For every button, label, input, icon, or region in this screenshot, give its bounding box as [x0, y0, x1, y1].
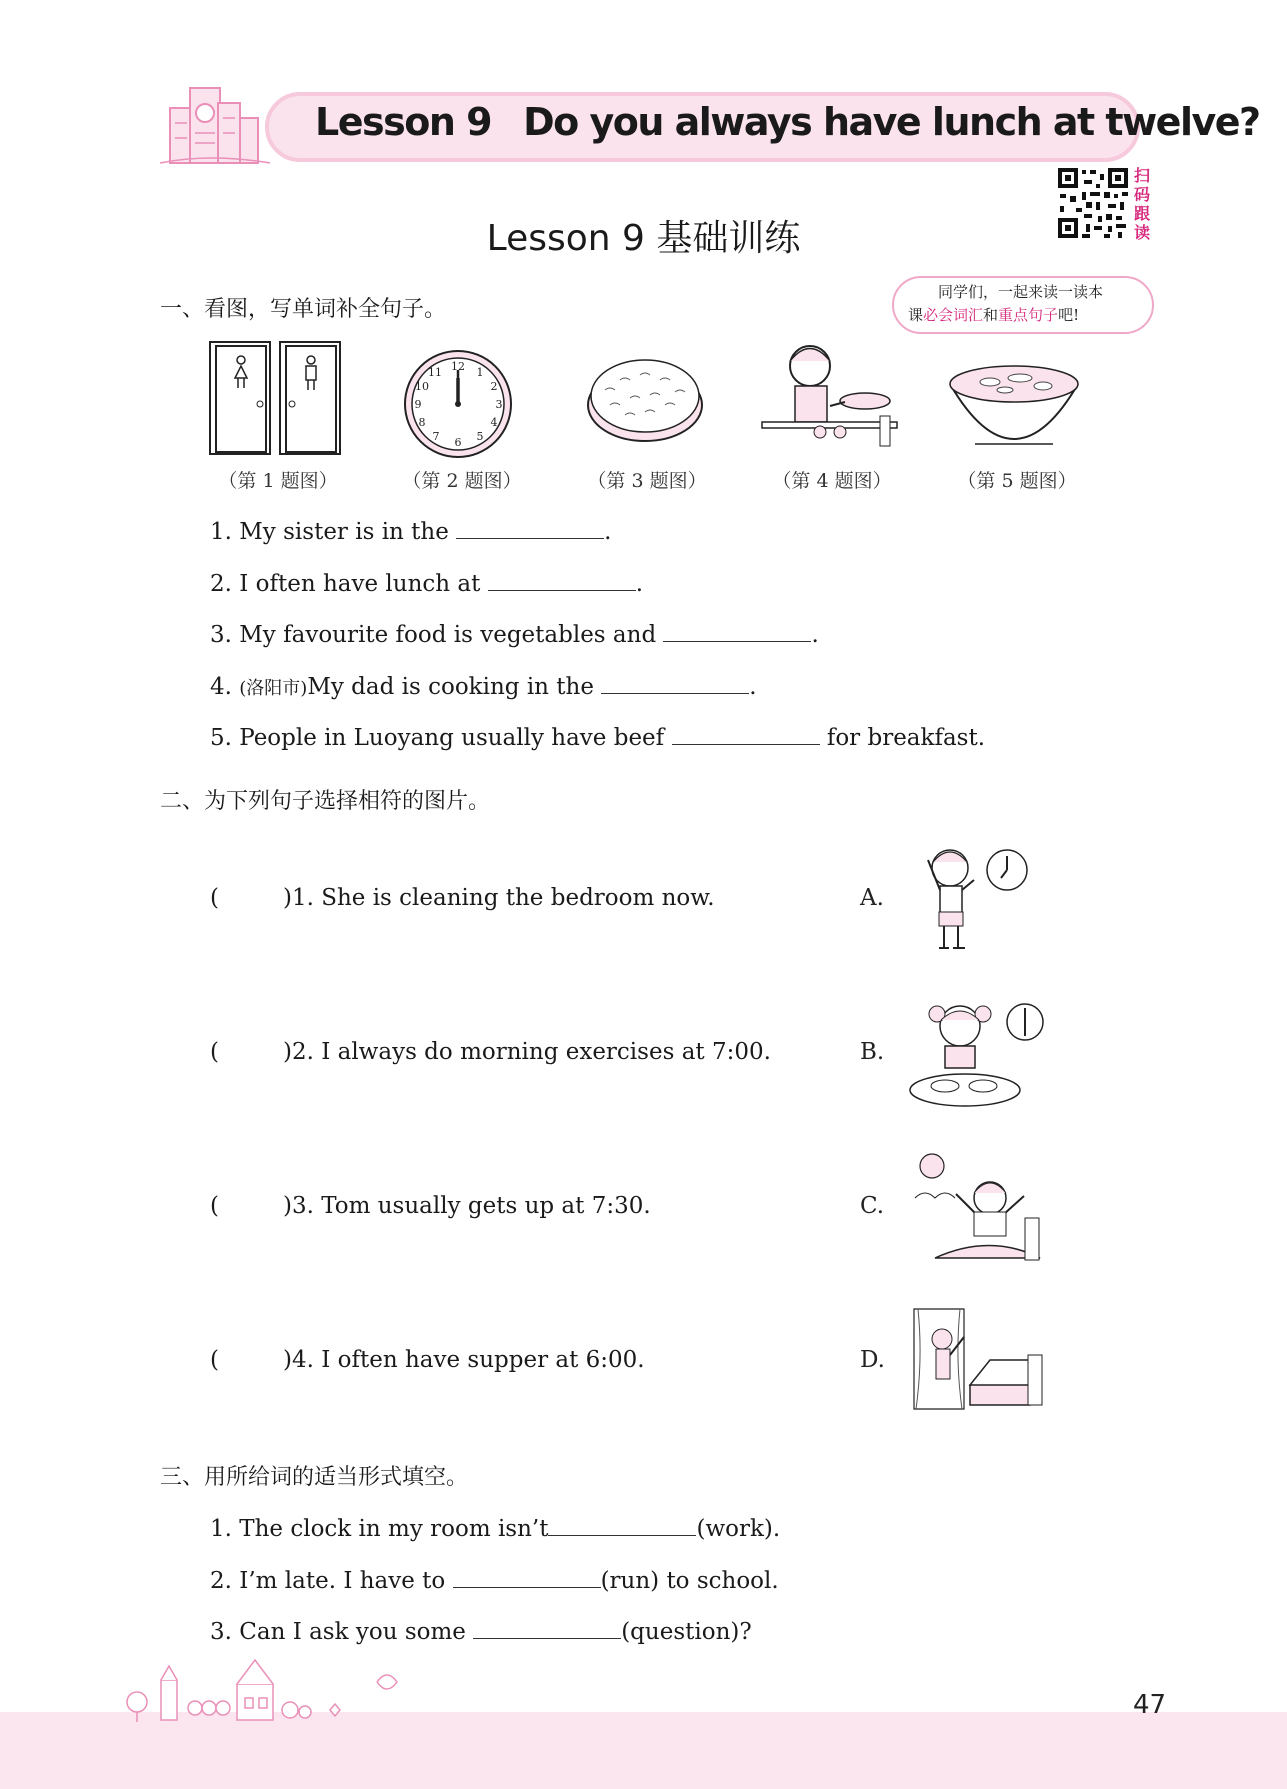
s2-item-4[interactable]: ( )4. I often have supper at 6:00.: [210, 1347, 645, 1373]
svg-text:10: 10: [415, 380, 429, 393]
s2-item-3[interactable]: ( )3. Tom usually gets up at 7:30.: [210, 1193, 651, 1219]
clock-twelve-picture-icon: [402, 348, 514, 460]
page-number: 47: [1133, 1690, 1167, 1720]
option-a-label: A.: [860, 885, 884, 911]
option-b-label: B.: [860, 1039, 885, 1065]
qr-label: 扫码跟读: [1134, 166, 1151, 242]
s1-item-3: 3. My favourite food is vegetables and .: [210, 619, 819, 648]
section3-title: 三、用所给词的适当形式填空。: [160, 1465, 469, 1490]
svg-text:1: 1: [476, 366, 484, 379]
doors-picture-icon: [208, 340, 346, 456]
svg-text:7: 7: [432, 430, 440, 443]
option-c-label: C.: [860, 1193, 885, 1219]
s1-blank-1[interactable]: [456, 516, 604, 539]
s1-blank-4[interactable]: [601, 671, 749, 694]
svg-text:11: 11: [428, 366, 442, 379]
s1-item-2: 2. I often have lunch at .: [210, 568, 643, 597]
footer-band: [0, 1712, 1287, 1789]
header-title-text: Do you always have lunch at twelve?: [523, 100, 1260, 144]
caption-3: （第 3 题图）: [587, 470, 707, 492]
s1-item-1: 1. My sister is in the .: [210, 516, 611, 545]
cooking-dad-picture-icon: [760, 336, 900, 454]
s1-item-4: 4. (洛阳市)My dad is cooking in the .: [210, 671, 757, 700]
supper-girl-picture-icon: [905, 994, 1045, 1114]
section2-title: 二、为下列句子选择相符的图片。: [160, 789, 491, 814]
caption-2: （第 2 题图）: [402, 470, 522, 492]
caption-4: （第 4 题图）: [772, 470, 892, 492]
caption-5: （第 5 题图）: [957, 470, 1077, 492]
svg-text:5: 5: [476, 430, 484, 443]
exercise-boy-picture-icon: [915, 840, 1035, 960]
svg-text:4: 4: [490, 416, 498, 429]
s3-item-3: 3. Can I ask you some (question)?: [210, 1616, 752, 1645]
s3-blank-3[interactable]: [473, 1616, 621, 1639]
beef-soup-picture-icon: [945, 362, 1083, 448]
svg-text:9: 9: [414, 398, 422, 411]
buildings-illustration-icon: [155, 68, 275, 168]
s2-item-2[interactable]: ( )2. I always do morning exercises at 7:00.: [210, 1039, 771, 1065]
svg-text:3: 3: [495, 398, 503, 411]
s1-blank-3[interactable]: [663, 619, 811, 642]
s3-item-1: 1. The clock in my room isn’t (work).: [210, 1513, 780, 1542]
cleaning-bedroom-picture-icon: [910, 1305, 1050, 1420]
s3-blank-1[interactable]: [548, 1513, 696, 1536]
svg-text:12: 12: [451, 360, 465, 373]
lesson-header-title: [315, 100, 1260, 144]
page-heading: Lesson 9 基础训练: [486, 218, 801, 259]
bubble-line2: 课必会词汇和重点句子吧!: [908, 306, 1080, 324]
option-d-label: D.: [860, 1347, 885, 1373]
speech-bubble: [892, 276, 1154, 334]
getting-up-picture-icon: [910, 1148, 1045, 1268]
flower-decoration-icon: [375, 1672, 399, 1692]
svg-text:8: 8: [418, 416, 426, 429]
bubble-line1: 同学们，一起来读一读本: [938, 283, 1104, 301]
s1-item-5: 5. People in Luoyang usually have beef for breakfast.: [210, 722, 985, 751]
s1-blank-2[interactable]: [488, 568, 636, 591]
s1-blank-5[interactable]: [672, 722, 820, 745]
rice-bowl-picture-icon: [585, 350, 705, 445]
s2-item-1[interactable]: ( )1. She is cleaning the bedroom now.: [210, 885, 715, 911]
svg-text:6: 6: [454, 436, 462, 449]
header-lesson: Lesson 9: [315, 100, 492, 144]
section1-title: 一、看图，写单词补全句子。: [160, 297, 447, 322]
town-decoration-icon: [125, 1650, 385, 1722]
s3-item-2: 2. I’m late. I have to (run) to school.: [210, 1565, 779, 1594]
svg-text:2: 2: [490, 380, 498, 393]
s3-blank-2[interactable]: [453, 1565, 601, 1588]
caption-1: （第 1 题图）: [218, 470, 338, 492]
